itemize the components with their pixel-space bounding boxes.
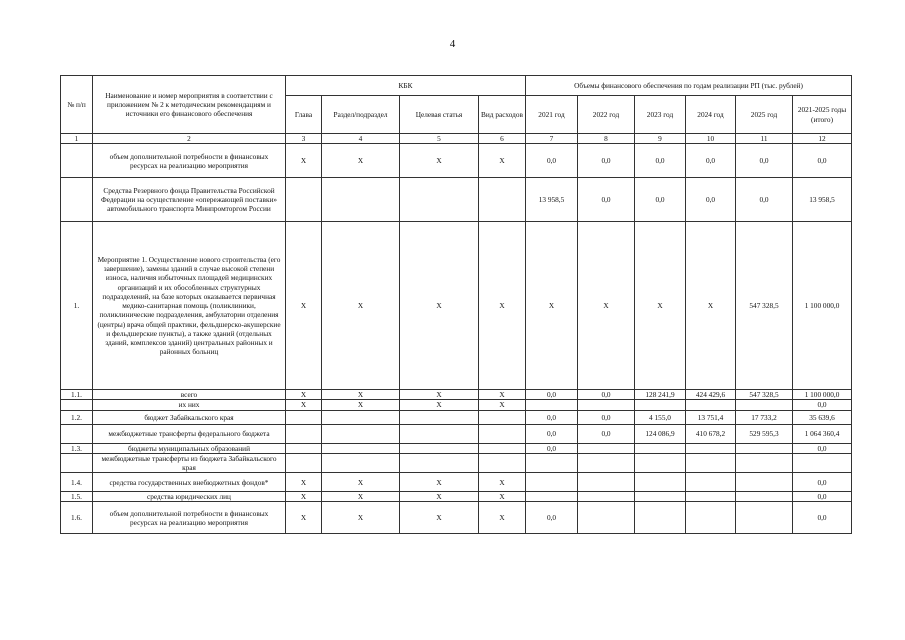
row-cell: [736, 502, 793, 534]
row-cell: 0,0: [793, 502, 852, 534]
row-cell: X: [578, 222, 635, 390]
row-cell: [736, 492, 793, 502]
col-number: 8: [578, 134, 635, 144]
col-number: 4: [322, 134, 400, 144]
row-cell: 0,0: [578, 410, 635, 424]
row-cell: X: [286, 502, 322, 534]
row-cell: [635, 492, 686, 502]
row-cell: [578, 502, 635, 534]
row-cell: 410 678,2: [686, 424, 736, 443]
row-cell: [686, 400, 736, 410]
row-cell: 1 100 000,0: [793, 390, 852, 400]
row-cell: [526, 473, 578, 492]
row-cell: [736, 400, 793, 410]
row-cell: [686, 473, 736, 492]
row-name: бюджеты муниципальных образований: [93, 443, 286, 453]
row-cell: [479, 410, 526, 424]
row-cell: 4 155,0: [635, 410, 686, 424]
row-name: межбюджетные трансферты из бюджета Забайкальского края: [93, 453, 286, 472]
row-cell: X: [479, 144, 526, 178]
row-cell: [286, 443, 322, 453]
row-num: [61, 178, 93, 222]
row-cell: [526, 400, 578, 410]
table-row: [61, 410, 852, 424]
row-cell: 0,0: [793, 473, 852, 492]
table-row: [61, 222, 852, 390]
row-cell: X: [400, 400, 479, 410]
row-cell: [400, 410, 479, 424]
table-row: [61, 424, 852, 443]
header-year-col: 2023 год: [635, 96, 686, 134]
col-number: 3: [286, 134, 322, 144]
row-name: всего: [93, 390, 286, 400]
col-number: 9: [635, 134, 686, 144]
row-cell: 0,0: [578, 144, 635, 178]
col-number: 11: [736, 134, 793, 144]
col-number: 5: [400, 134, 479, 144]
row-cell: X: [322, 473, 400, 492]
col-number: 10: [686, 134, 736, 144]
row-cell: 1 064 360,4: [793, 424, 852, 443]
row-num: [61, 400, 93, 410]
financing-table: [60, 75, 852, 534]
row-cell: [635, 453, 686, 472]
row-cell: [578, 473, 635, 492]
page-number: 4: [449, 38, 456, 50]
row-cell: 547 328,5: [736, 222, 793, 390]
row-cell: 13 958,5: [526, 178, 578, 222]
row-cell: 0,0: [635, 144, 686, 178]
row-cell: 17 733,2: [736, 410, 793, 424]
row-cell: 0,0: [578, 424, 635, 443]
row-cell: [686, 453, 736, 472]
row-num: 1.3.: [61, 443, 93, 453]
row-cell: X: [286, 390, 322, 400]
row-cell: [400, 453, 479, 472]
header-year-col: 2022 год: [578, 96, 635, 134]
row-num: 1.2.: [61, 410, 93, 424]
row-cell: 0,0: [686, 178, 736, 222]
col-number: 1: [61, 134, 93, 144]
row-num: 1.4.: [61, 473, 93, 492]
header-name: Наименование и номер мероприятия в соответствии с приложением № 2 к методическим рекомендациям и источники его финансового обеспечения: [93, 76, 286, 134]
row-cell: X: [400, 492, 479, 502]
row-cell: [400, 424, 479, 443]
row-cell: [286, 453, 322, 472]
row-cell: X: [479, 390, 526, 400]
row-cell: 1 100 000,0: [793, 222, 852, 390]
table-row: [61, 443, 852, 453]
row-cell: [736, 443, 793, 453]
row-cell: 35 639,6: [793, 410, 852, 424]
row-cell: X: [526, 222, 578, 390]
row-cell: [322, 453, 400, 472]
row-name: средства государственных внебюджетных фондов*: [93, 473, 286, 492]
row-num: 1.1.: [61, 390, 93, 400]
row-cell: [635, 400, 686, 410]
table-row: [61, 390, 852, 400]
row-cell: X: [479, 492, 526, 502]
row-cell: 0,0: [526, 390, 578, 400]
row-cell: [635, 473, 686, 492]
row-name: бюджет Забайкальского края: [93, 410, 286, 424]
table-row: [61, 492, 852, 502]
table-row: [61, 453, 852, 472]
row-cell: X: [286, 492, 322, 502]
row-cell: X: [400, 473, 479, 492]
row-cell: X: [635, 222, 686, 390]
row-cell: 0,0: [578, 390, 635, 400]
row-cell: [686, 492, 736, 502]
row-cell: 124 086,9: [635, 424, 686, 443]
row-cell: 0,0: [793, 443, 852, 453]
row-cell: [286, 410, 322, 424]
row-cell: X: [286, 400, 322, 410]
row-cell: 128 241,9: [635, 390, 686, 400]
row-cell: X: [322, 222, 400, 390]
row-cell: 0,0: [526, 424, 578, 443]
row-cell: [578, 492, 635, 502]
row-name: Мероприятие 1. Осуществление нового строительства (его завершение), замены зданий в случае высокой степени износа, наличия избыточных площадей медицинских организаций и их обособленных структурных подразделений, на базе которых оказывается первичная медико-санитарная помощь (поликлиники, поликлинические подразделения, амбулатории отделения (центры) врача общей практики, фельдшерско-акушерские и фельдшерские пункты), а также зданий (отдельных зданий, комплексов зданий) центральных районных и районных больниц: [93, 222, 286, 390]
table-row: [61, 502, 852, 534]
row-cell: [400, 443, 479, 453]
row-cell: X: [322, 400, 400, 410]
header-kbk-col: Вид расходов: [479, 96, 526, 134]
row-cell: [286, 178, 322, 222]
header-kbk-col: Раздел/подраздел: [322, 96, 400, 134]
row-cell: [526, 453, 578, 472]
row-cell: [479, 178, 526, 222]
header-num: № п/п: [61, 76, 93, 134]
row-cell: 0,0: [526, 443, 578, 453]
row-cell: 0,0: [793, 492, 852, 502]
row-cell: [286, 424, 322, 443]
row-cell: [635, 443, 686, 453]
row-cell: X: [479, 400, 526, 410]
row-cell: 0,0: [736, 178, 793, 222]
row-cell: 0,0: [635, 178, 686, 222]
row-cell: 0,0: [526, 144, 578, 178]
row-num: 1.5.: [61, 492, 93, 502]
row-num: [61, 144, 93, 178]
row-cell: 529 595,3: [736, 424, 793, 443]
row-cell: [793, 453, 852, 472]
row-cell: 0,0: [686, 144, 736, 178]
header-year-col: 2021-2025 годы (итого): [793, 96, 852, 134]
row-cell: 547 328,5: [736, 390, 793, 400]
row-cell: [526, 492, 578, 502]
row-cell: X: [322, 144, 400, 178]
row-name: Средства Резервного фонда Правительства Российской Федерации на осуществление «опережающей поставки» автомобильного транспорта Минпромторгом России: [93, 178, 286, 222]
row-cell: [736, 473, 793, 492]
table-row: [61, 473, 852, 492]
row-cell: [322, 410, 400, 424]
header-kbk-col: Целевая статья: [400, 96, 479, 134]
row-num: 1.: [61, 222, 93, 390]
row-cell: X: [686, 222, 736, 390]
row-cell: 0,0: [578, 178, 635, 222]
row-cell: [479, 424, 526, 443]
header-volumes: Объемы финансового обеспечения по годам реализации РП (тыс. рублей): [526, 76, 852, 96]
row-cell: [578, 453, 635, 472]
row-cell: [686, 502, 736, 534]
row-cell: X: [479, 502, 526, 534]
header-year-col: 2021 год: [526, 96, 578, 134]
row-cell: X: [286, 222, 322, 390]
row-cell: X: [322, 492, 400, 502]
row-name: их них: [93, 400, 286, 410]
col-number: 7: [526, 134, 578, 144]
row-cell: 0,0: [793, 400, 852, 410]
col-number: 12: [793, 134, 852, 144]
row-cell: X: [479, 473, 526, 492]
row-cell: [736, 453, 793, 472]
table-row: [61, 400, 852, 410]
row-num: [61, 453, 93, 472]
row-cell: X: [400, 502, 479, 534]
row-cell: X: [286, 144, 322, 178]
table-row: [61, 178, 852, 222]
row-cell: 0,0: [526, 502, 578, 534]
row-name: объем дополнительной потребности в финансовых ресурсах на реализацию мероприятия: [93, 502, 286, 534]
header-kbk: КБК: [286, 76, 526, 96]
row-cell: 424 429,6: [686, 390, 736, 400]
row-name: объем дополнительной потребности в финансовых ресурсах на реализацию мероприятия: [93, 144, 286, 178]
header-kbk-col: Глава: [286, 96, 322, 134]
table-row: [61, 144, 852, 178]
row-cell: 0,0: [793, 144, 852, 178]
row-cell: [635, 502, 686, 534]
row-num: [61, 424, 93, 443]
row-cell: [479, 443, 526, 453]
header-year-col: 2024 год: [686, 96, 736, 134]
row-cell: [400, 178, 479, 222]
row-cell: X: [479, 222, 526, 390]
row-cell: X: [286, 473, 322, 492]
row-cell: [479, 453, 526, 472]
row-cell: X: [322, 390, 400, 400]
row-cell: [322, 178, 400, 222]
row-cell: 13 958,5: [793, 178, 852, 222]
row-cell: [322, 424, 400, 443]
col-number: 6: [479, 134, 526, 144]
header-year-col: 2025 год: [736, 96, 793, 134]
row-cell: X: [322, 502, 400, 534]
row-cell: [686, 443, 736, 453]
col-number: 2: [93, 134, 286, 144]
row-cell: X: [400, 144, 479, 178]
row-cell: X: [400, 390, 479, 400]
row-cell: [322, 443, 400, 453]
row-cell: 0,0: [526, 410, 578, 424]
row-num: 1.6.: [61, 502, 93, 534]
row-name: межбюджетные трансферты федерального бюджета: [93, 424, 286, 443]
row-name: средства юридических лиц: [93, 492, 286, 502]
row-cell: [578, 400, 635, 410]
row-cell: 13 751,4: [686, 410, 736, 424]
row-cell: X: [400, 222, 479, 390]
row-cell: 0,0: [736, 144, 793, 178]
row-cell: [578, 443, 635, 453]
